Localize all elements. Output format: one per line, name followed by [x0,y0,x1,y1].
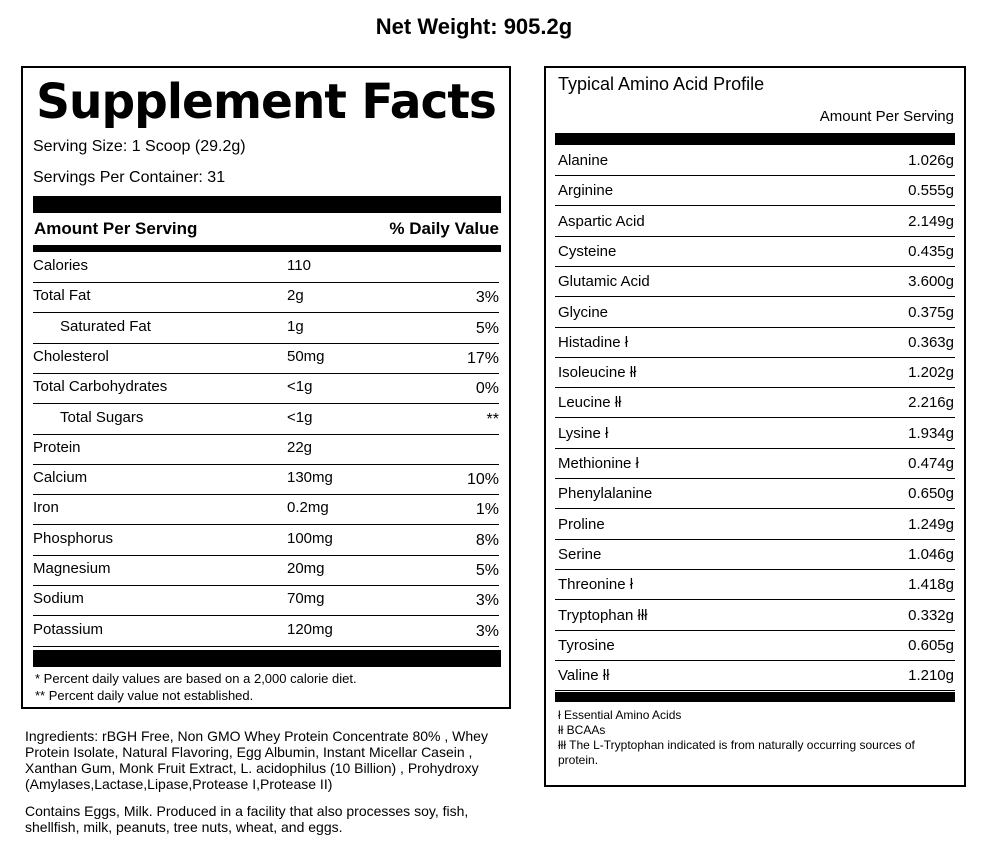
amino-acid-row [555,297,955,328]
amino-acid-row [555,660,955,691]
nutrient-row [33,616,499,647]
amino-acid-name: Leucine łł [558,394,622,412]
nutrient-name: Calcium [33,469,88,487]
amino-acid-name: Glutamic Acid [558,273,650,291]
amino-acid-value: 0.332g [908,606,954,624]
nutrient-row [33,313,499,344]
amino-acid-name: Proline [558,515,605,533]
nutrient-amount: 2g [287,287,304,305]
amino-acid-name: Arginine [558,182,614,200]
nutrient-amount: 130mg [287,469,333,487]
amino-bottom-divider [555,692,955,702]
amino-acid-value: 1.418g [908,576,954,594]
amino-acid-value: 1.934g [908,424,954,442]
nutrient-name: Total Fat [33,287,91,305]
amino-acid-row [555,236,955,267]
supplement-facts-panel [21,66,511,709]
amino-acid-row [555,387,955,418]
nutrient-daily-value: ** [486,410,499,428]
nutrient-daily-value: 5% [475,562,499,579]
nutrient-daily-value: 10% [466,471,499,489]
amino-acid-row [555,569,955,600]
nutrient-amount: 110 [287,257,311,274]
bcaa-note: łł BCAAs [558,723,606,737]
serving-size: Serving Size: 1 Scoop (29.2g) [33,138,246,155]
nutrient-amount: 1g [287,317,304,335]
thick-divider [33,196,501,213]
amino-acid-panel [544,66,966,787]
thick-divider-bottom [33,650,501,667]
amino-acid-value: 1.249g [908,515,954,533]
amino-acid-value: 2.149g [908,212,954,230]
amino-acid-value: 0.605g [908,636,954,654]
amino-acid-row [555,357,955,388]
daily-value-header: % Daily Value [389,219,499,238]
amino-acid-name: Tyrosine [558,636,615,654]
nutrient-row [33,585,499,616]
nutrient-amount: 0.2mg [287,499,329,517]
amino-acid-value: 1.046g [908,545,954,563]
nutrient-row [33,494,499,525]
nutrient-row [33,434,499,465]
nutrient-amount: <1g [287,408,313,426]
amino-acid-value: 1.026g [908,152,954,169]
nutrient-name: Potassium [33,620,104,638]
allergen-statement: Contains Eggs, Milk. Produced in a facility that also processes soy, fish, shellfish, milk, peanuts, tree nuts, wheat, and eggs. [25,803,469,835]
nutrient-amount: 100mg [287,529,333,547]
nutrient-amount: 70mg [287,590,325,608]
amino-acid-value: 0.375g [908,303,954,321]
nutrient-row [33,525,499,556]
amino-acid-row [555,509,955,540]
amino-acid-row [555,448,955,479]
amino-acid-name: Methionine ł [558,455,639,472]
amino-acid-value: 3.600g [908,273,954,291]
amino-acid-value: 1.202g [908,364,954,382]
nutrient-daily-value: 3% [475,592,499,610]
amino-acid-name: Glycine [558,303,609,321]
amino-acid-name: Aspartic Acid [558,212,645,230]
nutrient-row [33,343,499,374]
nutrient-daily-value: 0% [475,380,499,398]
amino-acid-name: Isoleucine łł [558,364,637,382]
nutrient-daily-value: 5% [475,319,499,337]
nutrient-name: Saturated Fat [60,317,151,335]
amino-acid-row [555,478,955,509]
nutrient-name: Total Carbohydrates [33,378,168,396]
amino-acid-name: Lysine ł [558,424,609,442]
amino-acid-row [555,539,955,570]
amino-acid-name: Histadine ł [558,333,629,351]
amino-acid-value: 0.435g [908,242,954,260]
amino-acid-name: Threonine ł [558,576,634,594]
ingredients-text: Ingredients: rBGH Free, Non GMO Whey Protein Concentrate 80% , Whey Protein Isolate, Natural Flavoring, Egg Albumin, Instant Micellar Casein , Xanthan Gum, Monk Fruit Extract, L. acidophilus (10 Billion) , Prohydroxy (Amylases,Lactase,Lipase,Protease I,Protease II) [25,728,488,792]
nutrient-name: Sodium [33,590,84,608]
amino-acid-name: Serine [558,545,602,563]
amino-acid-row [555,630,955,661]
nutrient-name: Phosphorus [33,529,114,547]
amino-acid-name: Alanine [558,152,609,169]
nutrient-name: Magnesium [33,560,111,577]
header-divider [33,245,501,252]
footnote-daily-values: * Percent daily values are based on a 2,000 calorie diet. [35,671,357,686]
net-weight: Net Weight: 905.2g [375,14,573,39]
nutrient-amount: <1g [287,378,313,396]
nutrient-daily-value: 8% [475,531,499,549]
amino-acid-row [555,145,955,176]
nutrient-name: Total Sugars [60,408,144,426]
footnote-not-established: ** Percent daily value not established. [35,688,254,703]
amount-per-serving-header: Amount Per Serving [34,219,198,238]
amount-per-serving-subheader: Amount Per Serving [819,108,954,125]
amino-acid-name: Cysteine [558,242,617,260]
amino-acid-row [555,206,955,237]
tryptophan-note: łłł The L-Tryptophan indicated is from naturally occurring sources of protein. [558,738,915,767]
amino-acid-title: Typical Amino Acid Profile [558,74,765,94]
nutrient-row [33,464,499,495]
amino-acid-row [555,600,955,631]
nutrient-row [33,252,499,283]
nutrient-amount: 50mg [287,347,325,365]
nutrient-daily-value: 17% [466,349,499,367]
amino-acid-value: 1.210g [908,667,954,685]
nutrient-row [33,373,499,404]
servings-per-container: Servings Per Container: 31 [33,169,226,186]
amino-acid-value: 0.555g [908,182,954,200]
nutrient-row [33,282,499,313]
amino-acid-value: 0.363g [908,333,954,351]
nutrient-name: Protein [33,438,81,456]
nutrient-name: Calories [33,257,89,274]
supplement-facts-title: Supplement Facts [36,74,496,130]
nutrient-amount: 20mg [287,560,325,577]
amino-acid-value: 0.650g [908,485,954,503]
amino-acid-row [555,175,955,206]
amino-acid-row [555,327,955,358]
nutrient-amount: 120mg [287,620,333,638]
amino-acid-name: Tryptophan łłł [558,606,648,624]
nutrient-name: Cholesterol [33,347,109,365]
amino-header-divider [555,133,955,145]
nutrient-name: Iron [33,499,59,517]
nutrient-daily-value: 1% [475,501,499,519]
amino-acid-row [555,266,955,297]
amino-acid-row [555,418,955,449]
nutrient-daily-value: 3% [475,622,499,640]
amino-acid-name: Valine łł [558,667,610,685]
amino-acid-value: 0.474g [908,455,954,472]
nutrient-daily-value: 3% [475,289,499,307]
nutrient-amount: 22g [287,438,313,456]
amino-acid-value: 2.216g [908,394,954,412]
essential-amino-note: ł Essential Amino Acids [558,708,682,722]
nutrient-row [33,555,499,586]
amino-acid-name: Phenylalanine [558,485,653,503]
nutrient-row [33,404,499,435]
